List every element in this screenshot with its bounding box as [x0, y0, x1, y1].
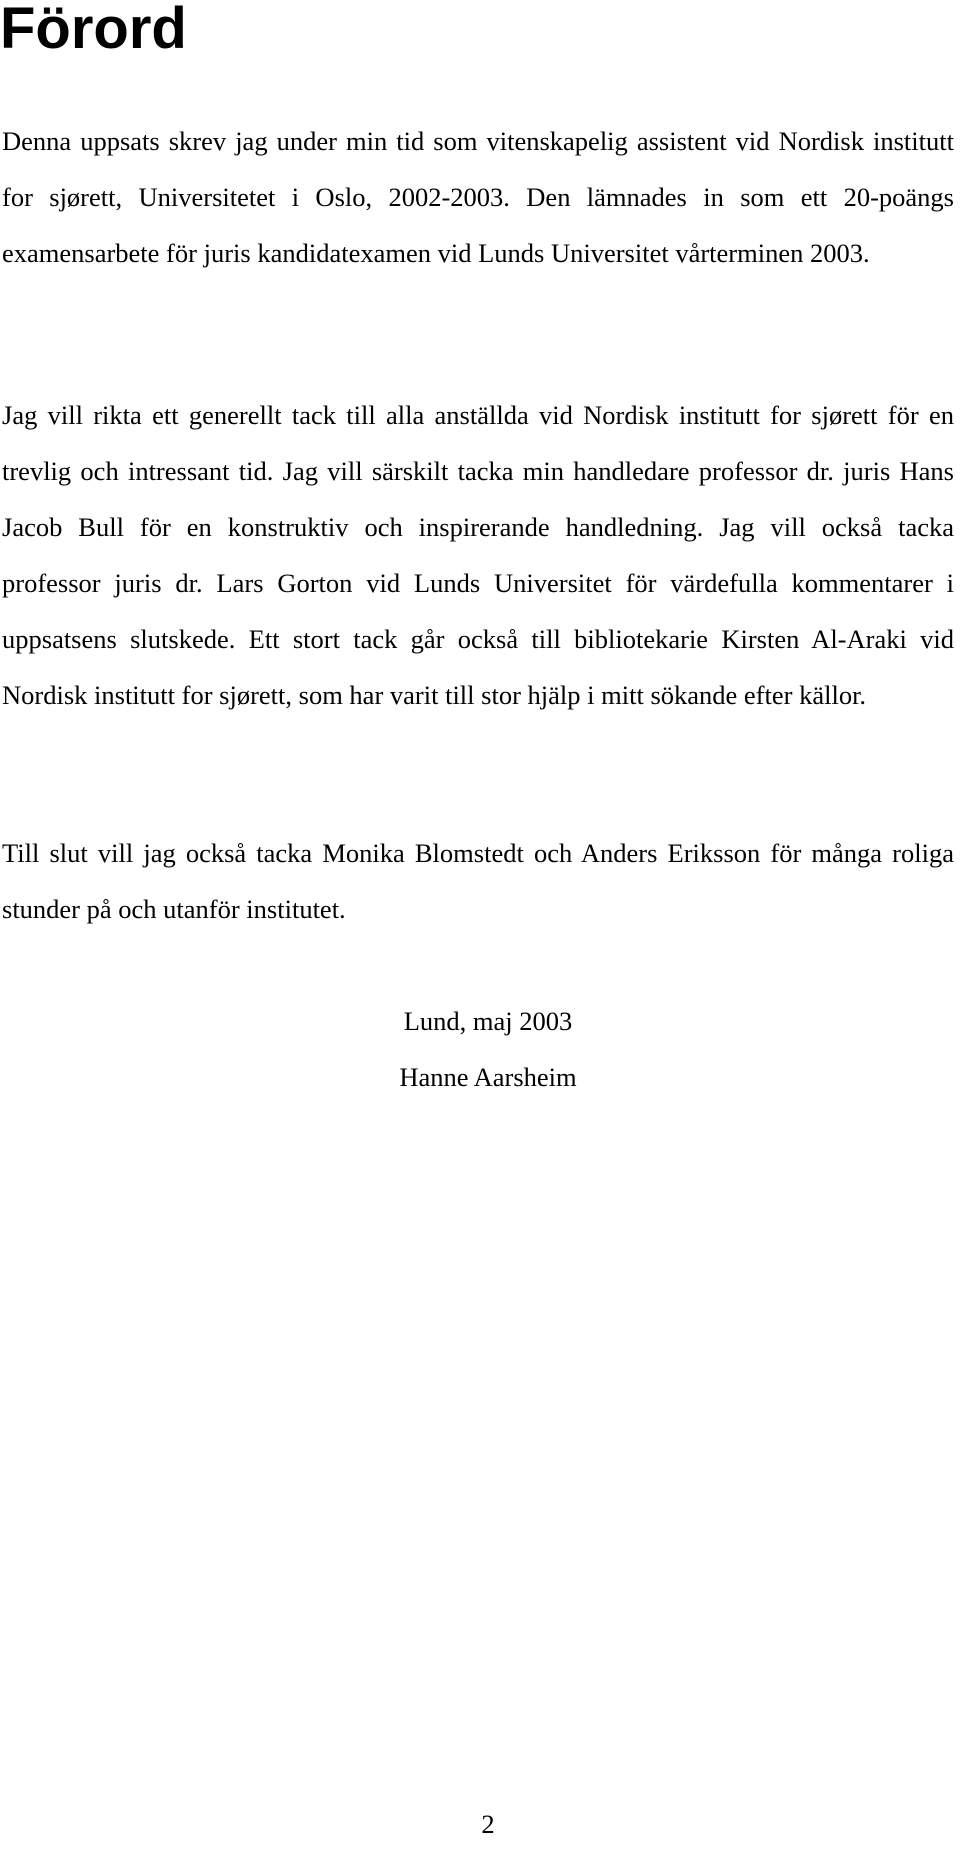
- signature-author: Hanne Aarsheim: [399, 1062, 577, 1092]
- signature-place-date: Lund, maj 2003: [403, 1006, 573, 1036]
- paragraph-intro: Denna uppsats skrev jag under min tid som vitenskapelig assistent vid Nordisk institutt for sjørett, Universitetet i Oslo, 2002-2003. Den lämnades in som ett 20-poängs examensarbete för juris kandidatexamen vid Lunds Universitet vårterminen 2003.: [2, 126, 954, 268]
- paragraph-closing: Till slut vill jag också tacka Monika Blomstedt och Anders Eriksson för många roliga stunder på och utanför institutet.: [2, 838, 954, 924]
- page-title: Förord: [0, 0, 187, 61]
- page-number: 2: [481, 1809, 495, 1839]
- paragraph-acknowledgements: Jag vill rikta ett generellt tack till alla anställda vid Nordisk institutt for sjørett för en trevlig och intressant tid. Jag vill särskilt tacka min handledare professor dr. juris Hans Jacob Bull för en konstruktiv och inspirerande handledning. Jag vill också tacka professor juris dr. Lars Gorton vid Lunds Universitet för värdefulla kommentarer i uppsatsens slutskede. Ett stort tack går också till bibliotekarie Kirsten Al-Araki vid Nordisk institutt for sjørett, som har varit till stor hjälp i mitt sökande efter källor.: [2, 400, 954, 710]
